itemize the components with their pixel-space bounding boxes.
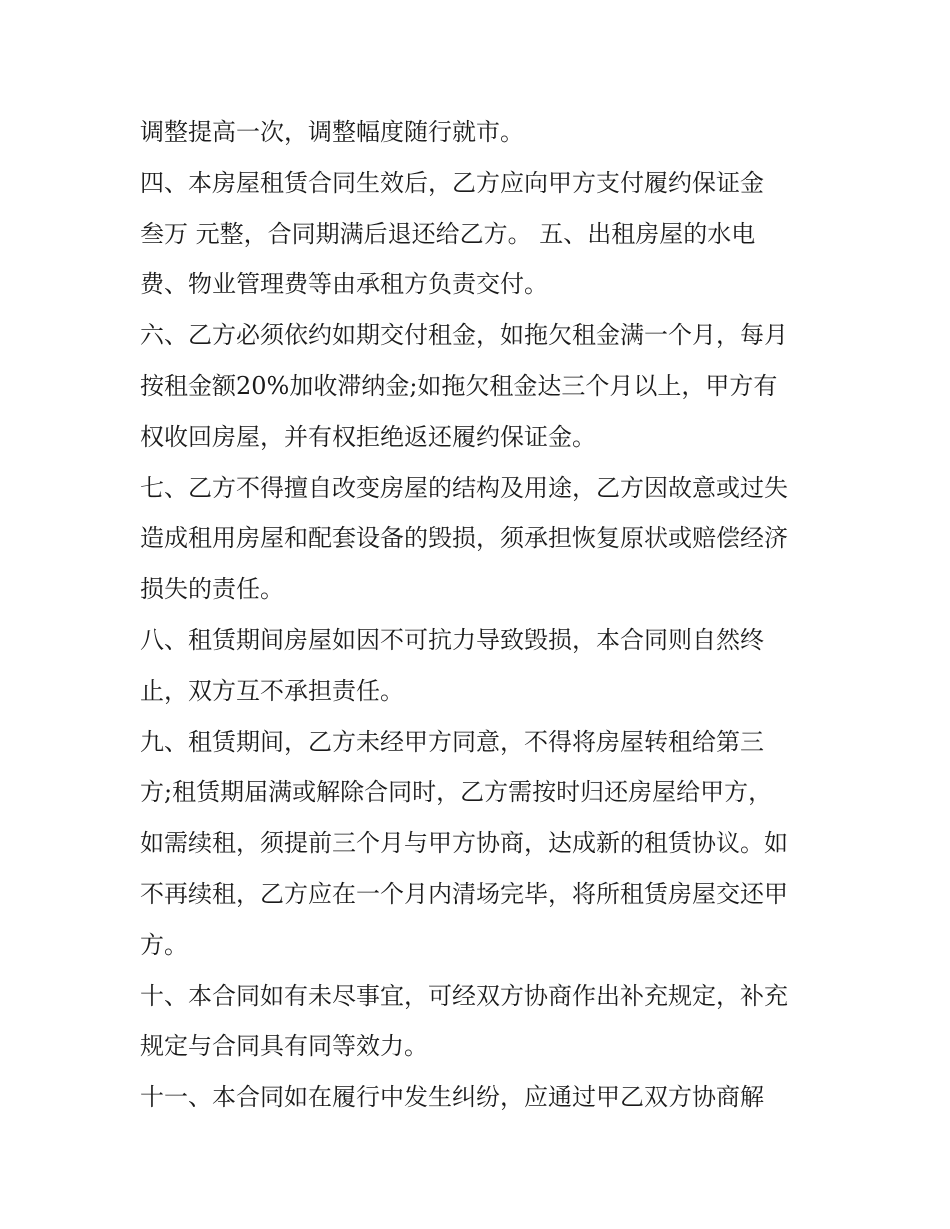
text-line: 权收回房屋，并有权拒绝返还履约保证金。: [140, 422, 596, 451]
text-line: 八、租赁期间房屋如因不可抗力导致毁损，本合同则自然终: [140, 625, 764, 654]
text-line: 造成租用房屋和配套设备的毁损，须承担恢复原状或赔偿经济: [140, 524, 788, 553]
text-line: 规定与合同具有同等效力。: [140, 1032, 428, 1061]
text-line: 九、租赁期间，乙方未经甲方同意，不得将房屋转租给第三: [140, 727, 764, 756]
contract-text-block: [140, 107, 830, 1123]
text-line: 六、乙方必须依约如期交付租金，如拖欠租金满一个月，每月: [140, 321, 788, 350]
text-line: 十一、本合同如在履行中发生纠纷，应通过甲乙双方协商解: [140, 1083, 764, 1112]
text-line: 损失的责任。: [140, 575, 284, 604]
text-line: 方;租赁期届满或解除合同时，乙方需按时归还房屋给甲方，: [140, 778, 773, 807]
text-line: 十、本合同如有未尽事宜，可经双方协商作出补充规定，补充: [140, 981, 788, 1010]
text-line: 按租金额20%加收滞纳金;如拖欠租金达三个月以上，甲方有: [140, 371, 778, 400]
text-line: 叁万 元整，合同期满后退还给乙方。 五、出租房屋的水电: [140, 219, 756, 248]
text-line: 止，双方互不承担责任。: [140, 676, 404, 705]
text-line: 费、物业管理费等由承租方负责交付。: [140, 270, 548, 299]
text-line: 方。: [140, 930, 188, 959]
text-line: 如需续租，须提前三个月与甲方协商，达成新的租赁协议。如: [140, 829, 788, 858]
text-line: 七、乙方不得擅自改变房屋的结构及用途，乙方因故意或过失: [140, 473, 788, 502]
text-line: 调整提高一次，调整幅度随行就市。: [140, 118, 524, 146]
text-line: 四、本房屋租赁合同生效后，乙方应向甲方支付履约保证金: [140, 168, 764, 197]
text-line: 不再续租，乙方应在一个月内清场完毕，将所租赁房屋交还甲: [140, 879, 788, 908]
